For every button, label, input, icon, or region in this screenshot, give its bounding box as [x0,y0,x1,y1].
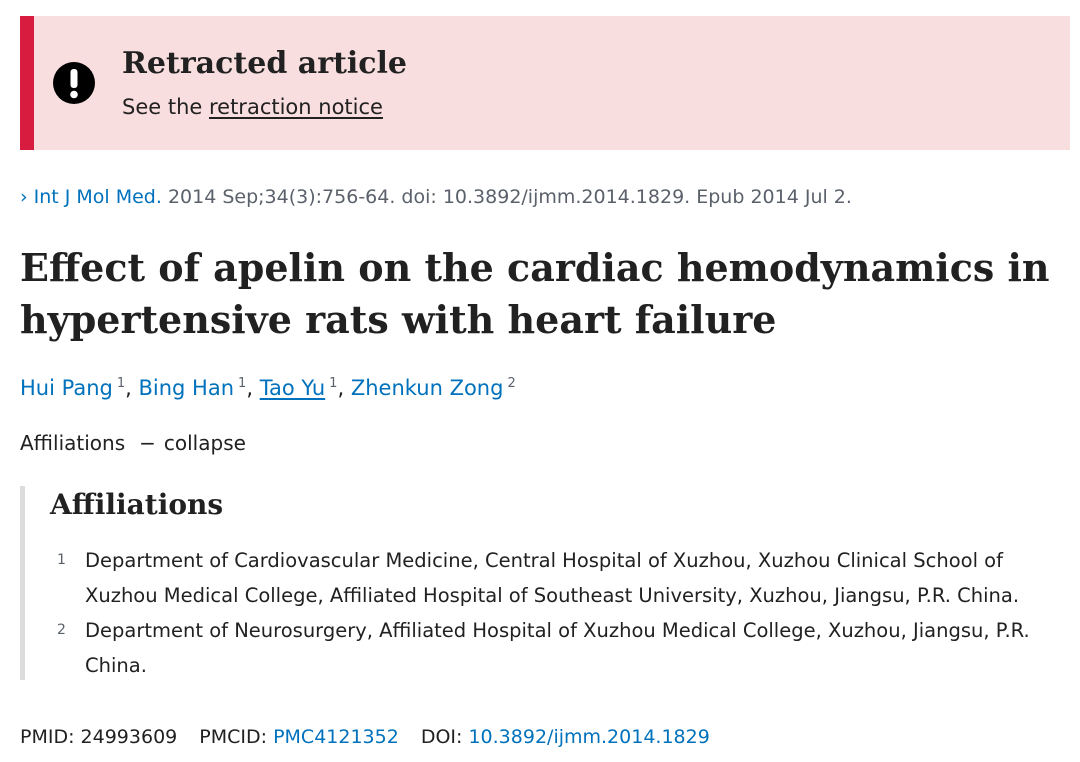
pmid-label: PMID: [20,726,75,748]
affiliation-item [57,543,1067,613]
affiliation-number: 2 [57,622,66,638]
retraction-subtext [122,95,383,119]
citation-details: 2014 Sep;34(3):756-64. doi: 10.3892/ijmm.2014.1829. Epub 2014 Jul 2. [167,186,852,208]
affiliation-number: 1 [57,552,66,568]
author-affiliation-ref[interactable]: 1 [329,376,338,391]
author-affiliation-ref[interactable]: 1 [238,376,247,391]
article-title: Effect of apelin on the cardiac hemodynamics in hypertensive rats with heart failure [20,245,1050,342]
retraction-subtext-prefix: See the [122,95,209,119]
affiliations-heading: Affiliations [50,488,224,521]
chevron-right-icon[interactable]: › [20,186,28,208]
affiliations-panel [20,486,1070,680]
author-separator: , [246,376,253,400]
exclamation-circle-icon [52,61,96,105]
author-affiliation-ref[interactable]: 1 [116,376,126,391]
affiliation-text: Department of Neurosurgery, Affiliated Hospital of Xuzhou Medical College, Xuzhou, Jiangsu, P.R. China. [85,619,1030,677]
pmid-value: 24993609 [80,726,178,748]
affiliations-list [57,543,1067,683]
author-separator: , [125,376,132,400]
affiliations-toggle[interactable] [20,431,246,455]
author-list [20,376,516,400]
author-link[interactable] [351,376,504,400]
affiliations-toggle-action: collapse [163,431,246,455]
author-affiliation-ref[interactable]: 2 [507,376,516,391]
pmcid-label: PMCID: [199,726,268,748]
collapse-icon: − [139,431,156,455]
retraction-banner [20,16,1070,150]
author-name: Hui Pang [20,376,113,400]
identifiers-line [20,726,710,748]
author-name: Tao Yu [259,376,326,400]
author-link[interactable] [260,376,325,400]
doi-link[interactable]: 10.3892/ijmm.2014.1829 [468,726,710,748]
affiliations-toggle-label: Affiliations [20,431,126,455]
retraction-notice-link[interactable]: retraction notice [208,95,383,119]
author-name: Bing Han [138,376,235,400]
affiliation-item [57,613,1067,683]
author-separator: , [337,376,345,400]
pmcid-link[interactable]: PMC4121352 [273,726,399,748]
citation-line [20,186,852,208]
author-name: Zhenkun Zong [350,376,504,400]
retraction-title: Retracted article [122,46,407,81]
author-link[interactable] [139,376,235,400]
journal-link[interactable]: Int J Mol Med. [33,186,162,208]
author-link[interactable] [20,376,113,400]
affiliation-text: Department of Cardiovascular Medicine, Central Hospital of Xuzhou, Xuzhou Clinical School of Xuzhou Medical College, Affiliated Hospital of Southeast University, Xuzhou, Jiangsu, P.R. China. [85,549,1020,607]
doi-label: DOI: [420,726,463,748]
